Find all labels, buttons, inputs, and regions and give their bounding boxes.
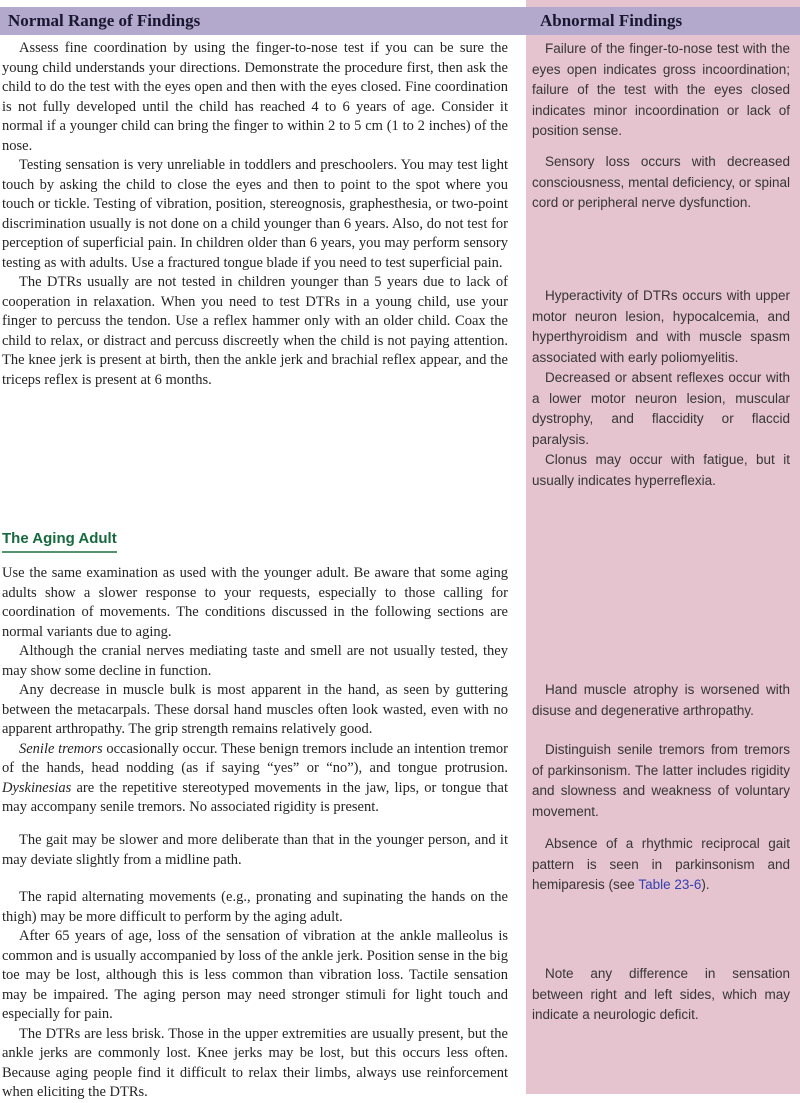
normal-paragraph-senile-tremors [2,740,508,818]
abnormal-paragraph-tremors: Distinguish senile tremors from tremors of parkinsonism. The latter includes rigidity and slowness and weakness of voluntary movement. [532,742,790,819]
dyskinesias-italic: Dyskinesias [2,779,72,796]
dyskinesias-text: are the repetitive stereotyped movements in the jaw, lips, or tongue that may accompany senile tremors. No associated rigidity is present. [2,779,508,815]
normal-section-senses-dtrs [2,888,508,1103]
senile-tremors-text: occasionally occur. These benign tremors include an intention tremor of the hands, head nodding (as if saying “yes” or “no”), and tongue protrusion. [2,740,508,776]
abnormal-paragraph-hand-atrophy: Hand muscle atrophy is worsened with disuse and degenerative arthropathy. [532,682,790,718]
abnormal-paragraph-finger-to-nose: Failure of the finger-to-nose test with the eyes open indicates gross incoordination; failure of the test with the eyes closed indicates minor incoordination or lack of position sense. [532,41,790,138]
abnormal-paragraph-hyperactivity: Hyperactivity of DTRs occurs with upper motor neuron lesion, hypocalcemia, and hyperthyroidism and with muscle spasm associated with early poliomyelitis. [532,288,790,365]
normal-section-infant-child [2,39,508,390]
gait-pattern-text-after: ). [701,877,710,892]
abnormal-block-reflexes [532,286,790,491]
normal-paragraph-dtrs-less-brisk: The DTRs are less brisk. Those in the upper extremities are usually present, but the ankle jerks are commonly lost. Knee jerks may be lost, but this occurs less often. Because aging people find it difficult to relax their limbs, always use reinforcement when eliciting the DTRs. [2,1025,508,1100]
normal-paragraph-after-65: After 65 years of age, loss of the sensation of vibration at the ankle malleolus is common and is usually accompanied by loss of the ankle jerk. Position sense in the big toe may be lost, although this is less common than vibration loss. Tactile sensation may be impaired. The aging person may need stronger stimuli for light touch and especially for pain. [2,928,508,1022]
normal-paragraph-testing-sensation: Testing sensation is very unreliable in toddlers and preschoolers. You may test light touch by asking the child to close the eyes and then to point to the spot where you touch or tickle. Testing of vibration, position, stereognosis, graphesthesia, or two-point discrimination usually is not done on a child younger than 6 years. Also, do not test for perception of superficial pain. In children older than 6 years, you may perform sensory testing as with adults. Use a fractured tongue blade if you need to test superficial pain. [2,157,508,271]
abnormal-paragraph-decreased-reflexes: Decreased or absent reflexes occur with a lower motor neuron lesion, muscular dystrophy, and flaccidity or flaccid paralysis. [532,370,790,447]
normal-paragraph-cranial-nerves: Although the cranial nerves mediating taste and smell are not usually tested, they may show some decline in function. [2,643,508,679]
abnormal-block-sensory-loss [532,152,790,214]
aging-adult-heading: The Aging Adult [2,530,117,553]
senile-tremors-italic: Senile tremors [19,740,103,757]
abnormal-block-gait-pattern [532,834,790,896]
abnormal-paragraph-clonus: Clonus may occur with fatigue, but it usually indicates hyperreflexia. [532,452,790,488]
abnormal-paragraph-gait-pattern [532,834,790,896]
normal-paragraph-muscle-bulk: Any decrease in muscle bulk is most apparent in the hand, as seen by guttering between the metacarpals. These dorsal hand muscles often look wasted, even with no apparent arthropathy. The grip strength remains relatively good. [2,682,508,737]
abnormal-block-sensation-difference [532,964,790,1026]
abnormal-paragraph-sensory-loss: Sensory loss occurs with decreased consciousness, mental deficiency, or spinal cord or peripheral nerve dysfunction. [532,154,790,210]
normal-section-aging-adult [2,564,508,818]
abnormal-block-finger-to-nose [532,39,790,142]
normal-paragraph-dtrs-children: The DTRs usually are not tested in children younger than 5 years due to lack of cooperation in relaxation. When you need to test DTRs in a young child, use your finger to percuss the tendon. Use a reflex hammer only with an older child. Coax the child to relax, or distract and percuss discreetly when the child is not paying attention. The knee jerk is present at birth, then the ankle jerk and brachial reflex appear, and the triceps reflex is present at 6 months. [2,274,508,388]
normal-paragraph-rapid-alternating: The rapid alternating movements (e.g., pronating and supinating the hands on the thigh) may be more difficult to perform by the aging adult. [2,889,508,925]
normal-paragraph-finger-to-nose: Assess fine coordination by using the finger-to-nose test if you can be sure the young child understands your directions. Demonstrate the procedure first, then ask the child to do the test with the eyes open and then with the eyes closed. Fine coordination is not fully developed until the child has reached 4 to 6 years of age. Consider it normal if a younger child can bring the finger to within 2 to 5 cm (1 to 2 inches) of the nose. [2,40,508,154]
column-header-bar [0,7,800,35]
abnormal-block-tremors [532,740,790,822]
normal-findings-header: Normal Range of Findings [8,11,201,30]
abnormal-paragraph-sensation-difference: Note any difference in sensation between right and left sides, which may indicate a neurologic deficit. [532,966,790,1022]
gait-pattern-text-before: Absence of a rhythmic reciprocal gait pattern is seen in parkinsonism and hemiparesis (see [532,836,790,892]
normal-paragraph-same-examination: Use the same examination as used with the younger adult. Be aware that some aging adults show a slower response to your requests, especially to those calling for coordination of movements. The conditions discussed in the following sections are normal variants due to aging. [2,565,508,640]
normal-section-gait [2,831,508,870]
normal-paragraph-gait: The gait may be slower and more deliberate than that in the younger person, and it may deviate slightly from a midline path. [2,832,508,868]
table-23-6-link[interactable]: Table 23-6 [638,877,702,892]
abnormal-findings-header: Abnormal Findings [540,11,683,30]
abnormal-block-hand-atrophy [532,680,790,721]
